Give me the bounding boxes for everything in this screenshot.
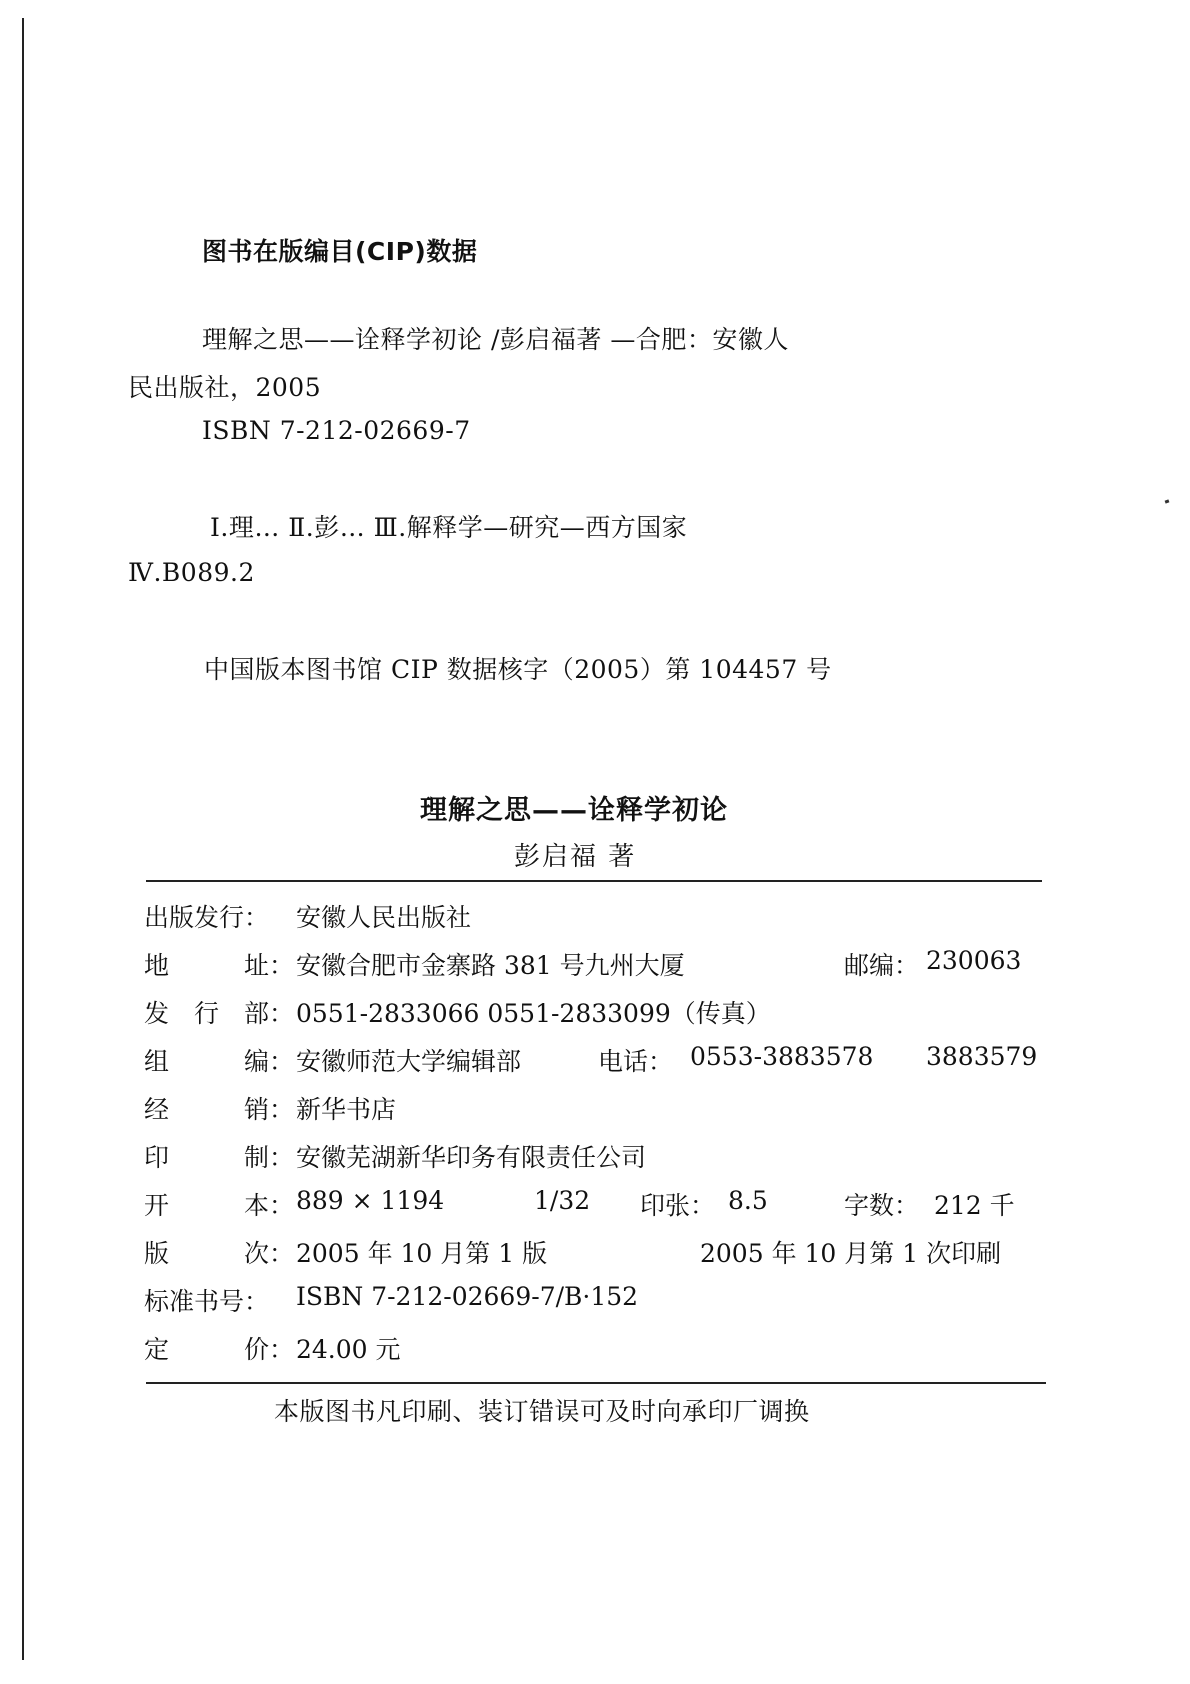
sales-label-b: 销： [243,1095,294,1124]
cip-line-isbn: ISBN 7-212-02669-7 [202,416,471,445]
edition-label-b: 次： [243,1239,294,1268]
format-fold: 1/32 [534,1186,591,1215]
publisher-value: 安徽人民出版社 [296,903,472,932]
format-label [144,1186,294,1222]
editing-label-a: 组 [144,1047,170,1076]
phone-2: 3883579 [926,1042,1038,1071]
colophon-isbn-row [144,1282,1044,1322]
publisher-label: 出版发行： [144,903,270,932]
editing-value: 安徽师范大学编辑部 [296,1047,522,1076]
phone-label: 电话： [598,1047,674,1076]
book-title: 理解之思——诠释学初论 [420,795,728,826]
format-size: 889 × 1194 [296,1186,445,1215]
cip-line-subjects: Ⅰ.理… Ⅱ.彭… Ⅲ.解释学—研究—西方国家 [210,513,688,542]
colophon-editing-row [144,1042,1044,1082]
colophon-format-row [144,1186,1044,1226]
price-label-a: 定 [144,1335,170,1364]
printing-label-a: 印 [144,1143,170,1172]
price-label-b: 价： [243,1335,294,1364]
book-author: 彭启福 著 [514,842,637,872]
distribution-label-b: 行 [193,999,219,1028]
words-label: 字数： [844,1191,920,1220]
print-run-value: 2005 年 10 月第 1 次印刷 [700,1239,1002,1268]
editing-label-b: 编： [243,1047,294,1076]
cip-line-classification: Ⅳ.B089.2 [128,558,255,587]
address-value: 安徽合肥市金寨路 381 号九州大厦 [296,951,685,980]
address-label-b: 址： [243,951,294,980]
postcode-value: 230063 [926,946,1022,975]
colophon-edition-row [144,1234,1044,1274]
bottom-divider [146,1382,1046,1384]
distribution-label-c: 部： [243,999,294,1028]
colophon-publisher-row [144,898,1044,938]
words-value: 212 千 [934,1191,1015,1220]
colophon-distribution-row [144,994,1044,1034]
top-divider [146,880,1042,882]
price-value: 24.00 元 [296,1335,401,1364]
distribution-label-a: 发 [144,999,170,1028]
printing-value: 安徽芜湖新华印务有限责任公司 [296,1143,647,1172]
isbn-label: 标准书号： [144,1287,270,1316]
distribution-value: 0551-2833066 0551-2833099（传真） [296,999,771,1028]
colophon-price-row [144,1330,1044,1370]
printing-label-b: 制： [243,1143,294,1172]
replacement-notice: 本版图书凡印刷、装订错误可及时向承印厂调换 [274,1397,810,1426]
sales-value: 新华书店 [296,1095,397,1124]
distribution-label [144,994,294,1030]
edition-value: 2005 年 10 月第 1 版 [296,1239,548,1268]
colophon-printing-row [144,1138,1044,1178]
cip-line-record-number: 中国版本图书馆 CIP 数据核字（2005）第 104457 号 [204,655,832,684]
printing-label [144,1138,294,1174]
cip-line-title: 理解之思——诠释学初论 /彭启福著 —合肥：安徽人 [202,325,789,354]
edition-label [144,1234,294,1270]
page-margin-rule [22,18,24,1660]
sheets-value: 8.5 [728,1186,768,1215]
postcode-label: 邮编： [844,951,920,980]
scan-speck [1165,499,1170,503]
colophon-sales-row [144,1090,1044,1130]
format-label-a: 开 [144,1191,170,1220]
isbn-value: ISBN 7-212-02669-7/B·152 [296,1282,639,1311]
sales-label-a: 经 [144,1095,170,1124]
format-label-b: 本： [243,1191,294,1220]
address-label [144,946,294,982]
edition-label-a: 版 [144,1239,170,1268]
price-label [144,1330,294,1366]
cip-line-publisher: 民出版社，2005 [128,373,322,402]
phone-1: 0553-3883578 [690,1042,874,1071]
cip-heading: 图书在版编目(CIP)数据 [202,237,478,266]
editing-label [144,1042,294,1078]
sheets-label: 印张： [640,1191,716,1220]
sales-label [144,1090,294,1126]
colophon-address-row [144,946,1044,986]
address-label-a: 地 [144,951,170,980]
